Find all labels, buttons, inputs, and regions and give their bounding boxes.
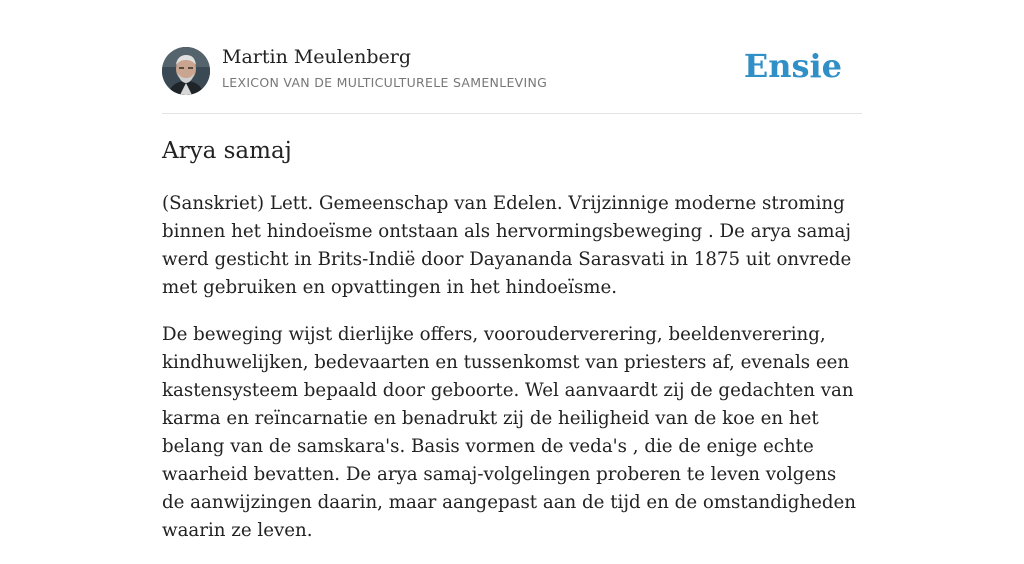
author-name[interactable]: Martin Meulenberg: [222, 46, 411, 68]
article-body: [162, 190, 862, 564]
avatar-portrait-icon: [162, 47, 210, 95]
page-container: [162, 0, 862, 541]
author-avatar[interactable]: [162, 47, 210, 95]
publication-link[interactable]: LEXICON VAN DE MULTICULTURELE SAMENLEVING: [222, 75, 548, 90]
article-title: Arya samaj: [162, 138, 292, 164]
ensie-logo[interactable]: Ensie: [743, 47, 842, 85]
article-header: [162, 0, 862, 114]
article-paragraph: De beweging wijst dierlijke offers, voorouderverering, beeldenverering, kindhuwelijken, bedevaarten en tussenkomst van priesters af, evenals een kastensysteem bepaald door geboorte. Wel aanvaardt zij de gedachten van karma en reïncarnatie en benadrukt zij de heiligheid van de koe en het belang van de samskara's. Basis vormen de veda's , die de enige echte waarheid bevatten. De arya samaj-volgelingen proberen te leven volgens de aanwijzingen daarin, maar aangepast aan de tijd en de omstandigheden waarin ze leven.: [162, 324, 856, 541]
article-paragraph: (Sanskriet) Lett. Gemeenschap van Edelen. Vrijzinnige moderne stroming binnen het hindoeïsme ontstaan als hervormingsbeweging . De arya samaj werd gesticht in Brits-Indië door Dayananda Sarasvati in 1875 uit onvrede met gebruiken en opvattingen in het hindoeïsme.: [162, 193, 852, 298]
